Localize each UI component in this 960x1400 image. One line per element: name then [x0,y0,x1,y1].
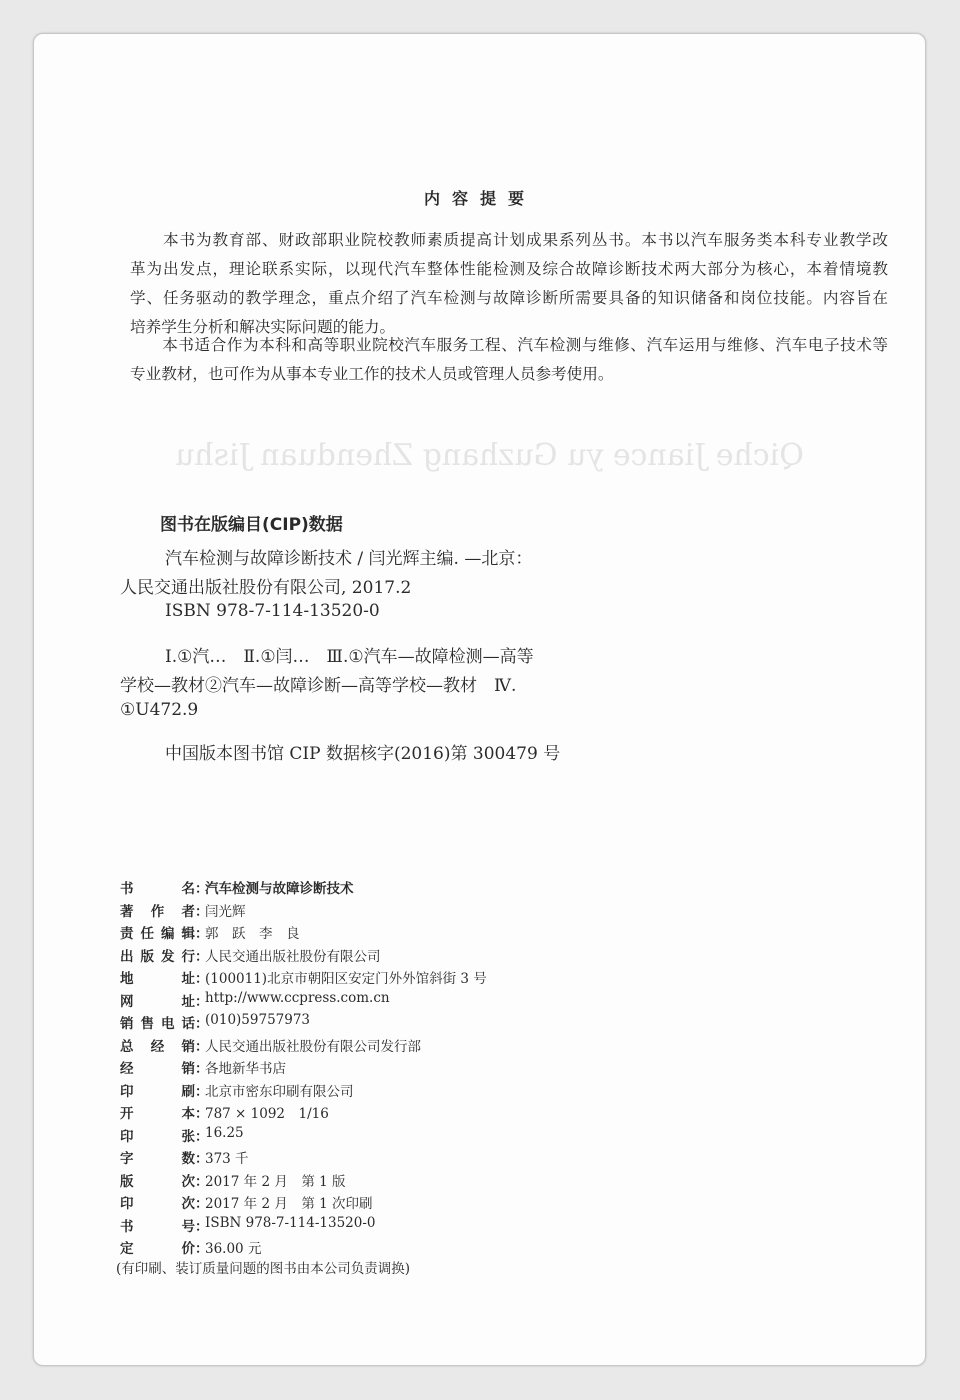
colophon-label [120,1080,195,1100]
cip-line: 中国版本图书馆 CIP 数据核字(2016)第 300479 号 [165,744,561,764]
label-char: 刷 [181,1083,195,1100]
label-char: 发 [161,948,175,965]
label-char: 版 [120,1173,134,1190]
summary-line: 学、任务驱动的教学理念，重点介绍了汽车检测与故障诊断所需要具备的知识储备和岗位技能。内容旨在 [130,289,888,307]
colophon-note: (有印刷、装订质量问题的图书由本公司负责调换) [116,1261,411,1277]
label-char: 本 [181,1106,195,1122]
label-char: 者 [181,903,195,920]
colophon-label [120,1035,195,1055]
colon: ： [195,926,209,942]
colophon-label [120,877,195,897]
colophon-label [120,1192,195,1212]
label-char: 定 [120,1241,134,1257]
label-char: 开 [120,1106,134,1122]
colophon-row [120,1170,346,1190]
colophon-label [120,1125,195,1145]
label-char: 址 [181,971,195,987]
cip-line: ①U472.9 [120,700,199,720]
label-char: 书 [120,881,134,897]
colophon-value: 各地新华书店 [205,1061,286,1077]
colophon-row [120,1035,421,1055]
colophon-value: 人民交通出版社股份有限公司 [205,948,381,965]
label-char: 编 [161,926,175,942]
label-char: 印 [120,1128,134,1145]
colophon-label [120,900,195,920]
colon: ： [195,881,209,897]
summary-line: 培养学生分析和解决实际问题的能力。 [130,318,396,336]
cip-heading: 图书在版编目(CIP)数据 [160,515,343,535]
colon: ： [195,1196,209,1212]
colophon-label [120,1237,195,1257]
label-char: 字 [120,1151,134,1167]
colophon-value: http://www.ccpress.com.cn [205,989,390,1006]
label-char: 销 [120,1016,134,1032]
colon: ： [195,1241,209,1257]
colophon-row [120,900,246,920]
colon: ： [195,1016,209,1032]
colon: ： [195,1061,209,1077]
label-char: 次 [181,1173,195,1190]
colophon-value: 北京市密东印刷有限公司 [205,1083,354,1100]
colophon-value: 汽车检测与故障诊断技术 [205,881,354,897]
label-char: 数 [181,1151,195,1167]
colophon-value: 郭 跃 李 良 [205,926,300,942]
label-char: 地 [120,971,134,987]
colon: ： [195,1218,209,1235]
label-char: 责 [120,926,134,942]
cip-line: Ⅰ.①汽… Ⅱ.①闫… Ⅲ.①汽车—故障检测—高等 [165,647,534,667]
label-char: 销 [181,1038,195,1055]
colophon-value: 373 千 [205,1151,249,1167]
colophon-row [120,922,300,942]
colophon-row [120,1147,249,1167]
cip-line: 汽车检测与故障诊断技术 / 闫光辉主编. —北京： [165,549,533,569]
colophon-row [120,990,390,1010]
colophon-label [120,922,195,942]
colon: ： [195,1173,209,1190]
colon: ： [195,1038,209,1055]
label-char: 次 [181,1196,195,1212]
colon: ： [195,993,209,1010]
colophon-label [120,1170,195,1190]
show-through-decoration: Qiche Jiance yu Guzhang Zhenduan Jishu [175,438,804,473]
summary-line: 本书适合作为本科和高等职业院校汽车服务工程、汽车检测与维修、汽车运用与维修、汽车电子技术等 [130,336,888,354]
label-char: 书 [120,1218,134,1235]
label-char: 经 [120,1061,134,1077]
summary-line: 专业教材，也可作为从事本专业工作的技术人员或管理人员参考使用。 [130,365,614,383]
cip-line: ISBN 978-7-114-13520-0 [165,601,380,621]
label-char: 价 [181,1241,195,1257]
colophon-row [120,1012,310,1032]
label-char: 版 [140,948,154,965]
label-char: 售 [140,1016,154,1032]
colon: ： [195,971,209,987]
colophon-value: (100011)北京市朝阳区安定门外外馆斜街 3 号 [205,971,487,987]
label-char: 号 [181,1218,195,1235]
colophon-label [120,1215,195,1235]
cip-line: 人民交通出版社股份有限公司, 2017.2 [120,578,412,598]
colophon-value: ISBN 978-7-114-13520-0 [205,1214,376,1231]
colophon-row [120,1102,329,1122]
colon: ： [195,1106,209,1122]
label-char: 经 [150,1038,165,1055]
colophon-label [120,990,195,1010]
colophon-row [120,967,487,987]
colophon-row [120,877,354,897]
label-char: 总 [120,1038,134,1055]
label-char: 行 [181,948,195,965]
colophon-row [120,1237,261,1257]
label-char: 印 [120,1083,134,1100]
label-char: 销 [181,1061,195,1077]
label-char: 任 [140,926,154,942]
colon: ： [195,948,209,965]
label-char: 出 [120,948,134,965]
colophon-label [120,1012,195,1032]
label-char: 辑 [181,926,195,942]
colon: ： [195,1083,209,1100]
colophon-value: 2017 年 2 月 第 1 版 [205,1173,346,1190]
colophon-value: 787 × 1092 1/16 [205,1106,329,1122]
colophon-value: 人民交通出版社股份有限公司发行部 [205,1038,421,1055]
label-char: 张 [181,1128,195,1145]
label-char: 作 [150,903,165,920]
colophon-row [120,1125,244,1145]
label-char: 网 [120,993,134,1010]
colon: ： [195,903,209,920]
summary-line: 革为出发点，理论联系实际，以现代汽车整体性能检测及综合故障诊断技术两大部分为核心，本着情境教 [130,260,888,278]
label-char: 址 [181,993,195,1010]
colophon-label [120,1057,195,1077]
colophon-value: 2017 年 2 月 第 1 次印刷 [205,1196,373,1212]
label-char: 名 [181,881,195,897]
colophon-label [120,1147,195,1167]
colophon-row [120,1057,286,1077]
summary-title: 内容提要 [423,189,536,208]
cip-line: 学校—教材②汽车—故障诊断—高等学校—教材 Ⅳ. [120,676,517,696]
label-char: 电 [161,1016,175,1032]
label-char: 印 [120,1196,134,1212]
colon: ： [195,1151,209,1167]
label-char: 话 [181,1016,195,1032]
label-char: 著 [120,903,134,920]
colophon-row [120,1192,373,1212]
colophon-value: 闫光辉 [205,903,246,920]
colophon-value: 36.00 元 [205,1241,262,1257]
colophon-row [120,1215,376,1235]
colophon-row [120,945,381,965]
colophon-value: (010)59757973 [205,1012,311,1028]
colophon-value: 16.25 [205,1124,244,1141]
colophon-label [120,967,195,987]
summary-line: 本书为教育部、财政部职业院校教师素质提高计划成果系列丛书。本书以汽车服务类本科专业教学改 [130,231,888,249]
colophon-label [120,1102,195,1122]
colophon-row [120,1080,354,1100]
colophon-label [120,945,195,965]
colon: ： [195,1128,209,1145]
